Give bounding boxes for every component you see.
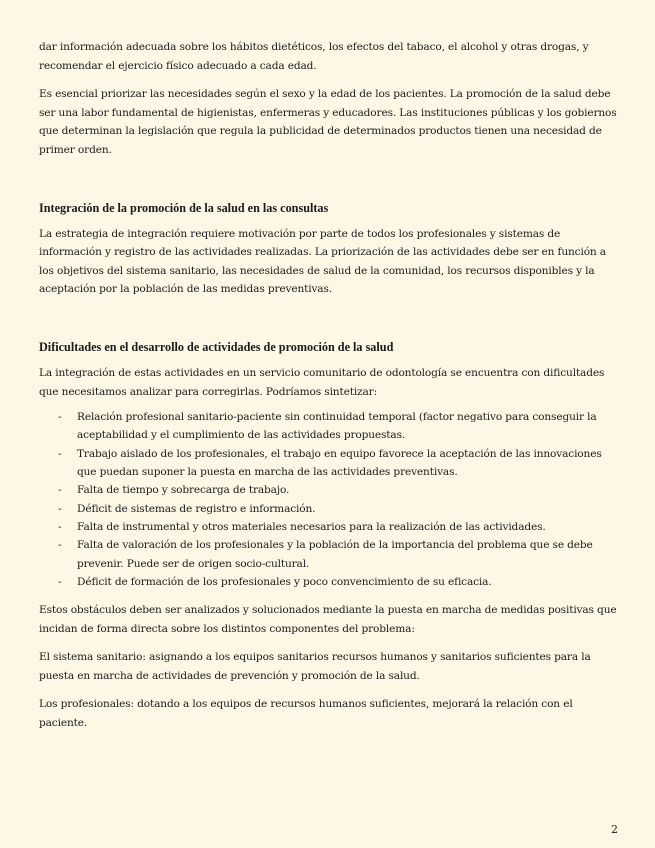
list-item [39,573,619,591]
list-item-text: Déficit de formación de los profesionales y poco convencimiento de su eficacia. [77,575,492,588]
section-heading-difficulties: Dificultades en el desarrollo de actividades de promoción de la salud [39,339,394,354]
bullet-dash: - [58,447,62,460]
document-page [39,38,619,733]
difficulties-list [39,408,619,591]
list-item-text: Falta de tiempo y sobrecarga de trabajo. [77,484,290,497]
list-item [39,536,619,573]
list-item-text: Falta de valoración de los profesionales y la población de la importancia del problema que se debe prevenir. Puede ser de origen socio-cultural. [77,539,593,570]
list-item [39,518,619,536]
section-heading-integration: Integración de la promoción de la salud en las consultas [39,200,329,215]
paragraph-priorities: Es esencial priorizar las necesidades según el sexo y la edad de los pacientes. La promoción de la salud debe ser una labor fundamental de higienistas, enfermeras y educadores. Las instituciones públicas y los gobiernos que determinan la legislación que regula la publicidad de determinados productos tienen una necesidad de primer orden. [39,88,617,156]
list-item [39,500,619,518]
bullet-dash: - [58,502,62,515]
bullet-dash: - [58,575,62,588]
list-item [39,408,619,445]
list-item-text: Déficit de sistemas de registro e información. [77,502,316,515]
bullet-dash: - [58,539,62,552]
list-item-text: Relación profesional sanitario-paciente sin continuidad temporal (factor negativo para conseguir la aceptabilidad y el cumplimiento de las actividades propuestas. [77,411,597,442]
list-item [39,481,619,499]
list-item-text: Falta de instrumental y otros materiales necesarios para la realización de las actividades. [77,520,546,533]
paragraph-professionals: Los profesionales: dotando a los equipos de recursos humanos suficientes, mejorará la relación con el paciente. [39,698,573,730]
bullet-dash: - [58,484,62,497]
page-number: 2 [611,823,618,836]
paragraph-diet-info: dar información adecuada sobre los hábitos dietéticos, los efectos del tabaco, el alcohol y otras drogas, y recomendar el ejercicio físico adecuado a cada edad. [39,41,589,72]
bullet-dash: - [58,411,62,424]
paragraph-health-system: El sistema sanitario: asignando a los equipos sanitarios recursos humanos y sanitarios suficientes para la puesta en marcha de actividades de prevención y promoción de la salud. [39,651,591,682]
list-item-text: Trabajo aislado de los profesionales, el trabajo en equipo favorece la aceptación de las innovaciones que puedan suponer la puesta en marcha de las actividades preventivas. [77,447,602,479]
paragraph-integration-strategy: La estrategia de integración requiere motivación por parte de todos los profesionales y sistemas de información y registro de las actividades realizadas. La priorización de las actividades debe ser en función a los objetivos del sistema sanitario, las necesidades de salud de la comunidad, los recursos disponibles y la aceptación por la población de las medidas preventivas. [39,227,606,296]
paragraph-obstacles: Estos obstáculos deben ser analizados y solucionados mediante la puesta en marcha de medidas positivas que incidan de forma directa sobre los distintos componentes del problema: [39,604,617,635]
list-item [39,445,619,482]
bullet-dash: - [58,520,62,533]
paragraph-difficulties-intro: La integración de estas actividades en un servicio comunitario de odontología se encuentra con dificultades que necesitamos analizar para corregirlas. Podríamos sintetizar: [39,366,605,398]
